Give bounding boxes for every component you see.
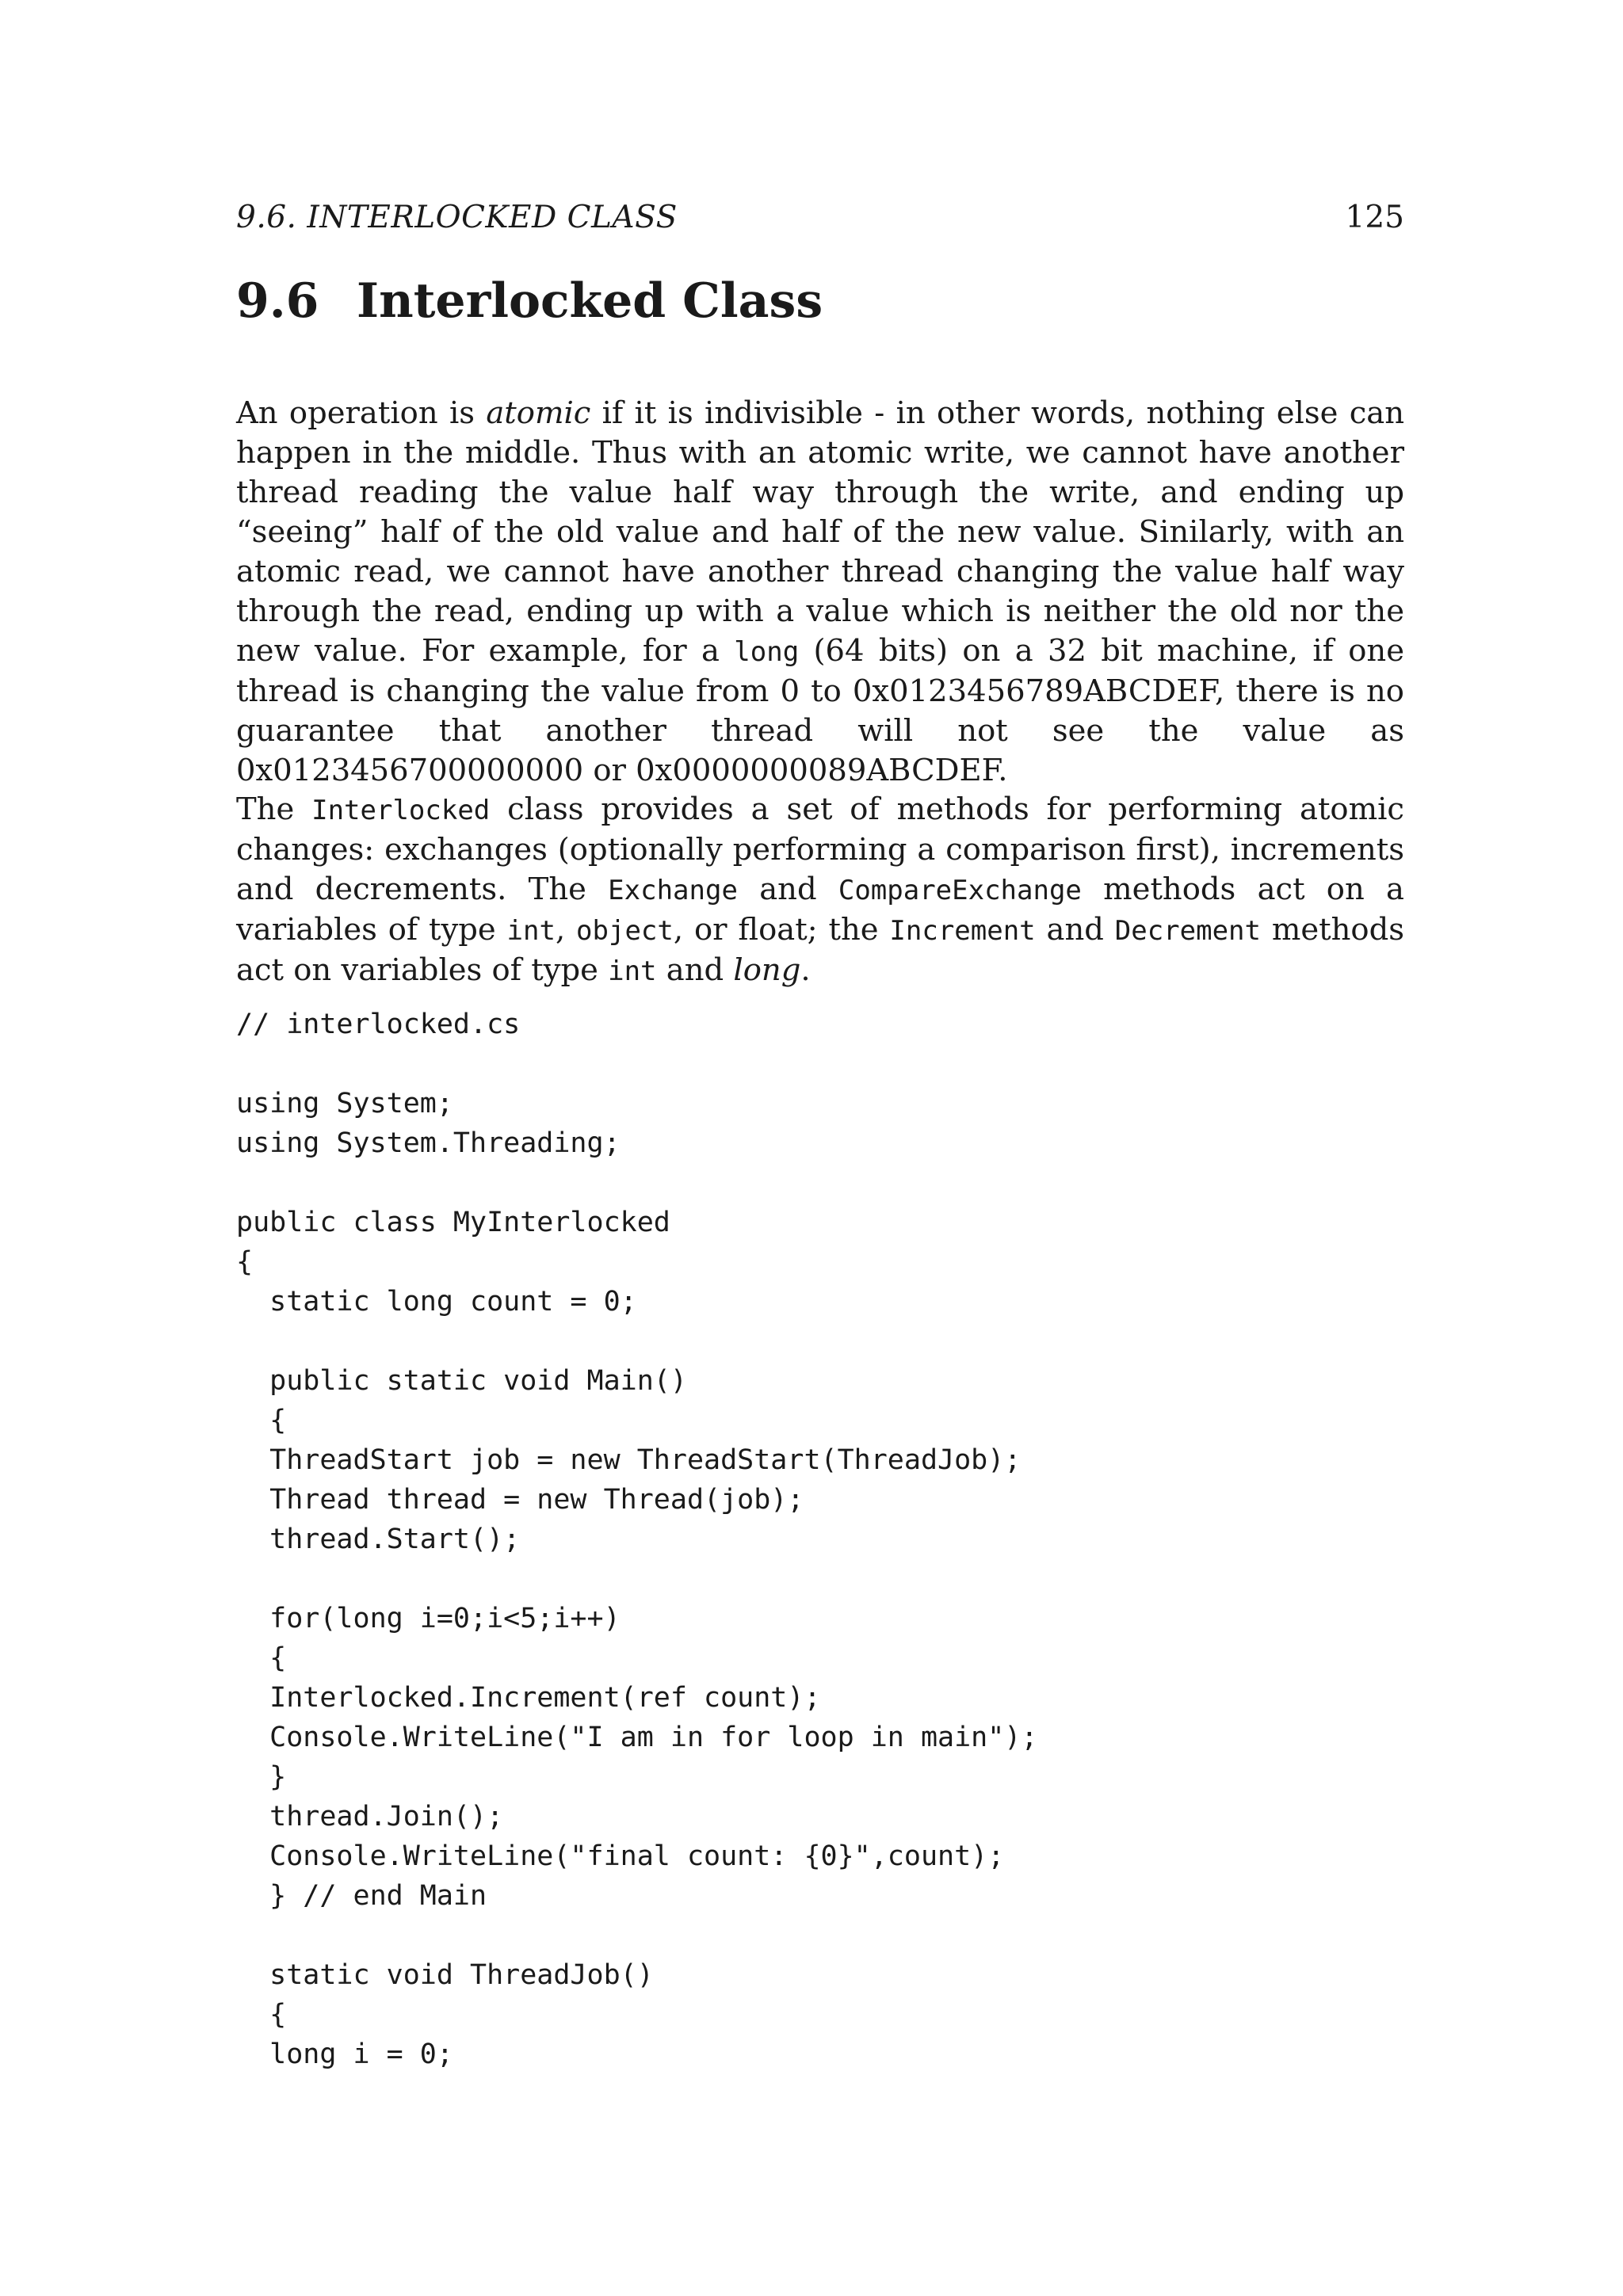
running-header <box>236 200 1404 239</box>
text-run: , <box>555 911 577 948</box>
text-run: if it is indivisible - in other words, nothing else can happen in the middle. Thus with an atomic write, we cannot have another thread reading the value half way through the write, and ending up “seeing” half of the old value and half of the new value. Sinilarly, with an atomic read, we cannot have another thread changing the value half way through the read, ending up with a value which is neither the old nor the new value. For example, for a <box>236 395 1405 669</box>
inline-code-compareexchange: CompareExchange <box>838 874 1082 906</box>
section-heading <box>236 273 823 329</box>
text-run: and <box>656 952 734 988</box>
inline-code-long: long <box>734 635 800 668</box>
text-run: and <box>1035 911 1115 948</box>
text-run: An operation is <box>236 395 487 431</box>
emphasis-atomic: atomic <box>486 395 591 431</box>
inline-code-exchange: Exchange <box>608 874 738 906</box>
inline-code-decrement: Decrement <box>1114 914 1261 947</box>
paragraph-atomic-operations <box>236 394 1404 791</box>
text-run: and <box>737 871 838 907</box>
inline-code-interlocked: Interlocked <box>311 794 491 826</box>
code-listing: // interlocked.cs using System; using System.Threading; public class MyInterlocked { static long count = 0; public static void Main() { ThreadStart job = new ThreadStart(ThreadJob); Thread thread = new Thread(job); thread.Start(); for(long i=0;i<5;i++) { Interlocked.Increment(ref count); Console.WriteLine("I am in for loop in main"); } thread.Join(); Console.WriteLine("final count: {0}",count); } // end Main static void ThreadJob() { long i = 0; <box>236 1009 1038 2070</box>
inline-code-int: int <box>608 955 657 987</box>
text-run: methods act on variables of type <box>236 911 1404 988</box>
inline-code-increment: Increment <box>889 914 1036 947</box>
text-run: (64 bits) on a 32 bit machine, if one thread is changing the value from 0 to 0x0123456789ABCDEF, there is no guarantee that another thread will not see the value as 0x0123456700000000 or 0x0000000089ABCDEF. <box>236 632 1404 788</box>
text-run: class provides a set of methods for performing atomic changes: exchanges (optionally performing a comparison first), increments and decrements. The <box>236 791 1404 907</box>
section-number: 9.6 <box>236 273 319 329</box>
text-run: . <box>800 952 811 988</box>
inline-code-int: int <box>506 914 556 947</box>
paragraph-interlocked-class <box>236 790 1404 991</box>
running-title: 9.6. INTERLOCKED CLASS <box>236 200 678 235</box>
emphasis-long: long <box>733 952 801 988</box>
page-number: 125 <box>1345 200 1404 235</box>
section-title: Interlocked Class <box>357 273 823 329</box>
text-run: The <box>236 791 312 827</box>
text-run: , or float; the <box>673 911 890 948</box>
inline-code-object: object <box>576 914 674 947</box>
text-run: methods act on a variables of type <box>236 871 1404 948</box>
